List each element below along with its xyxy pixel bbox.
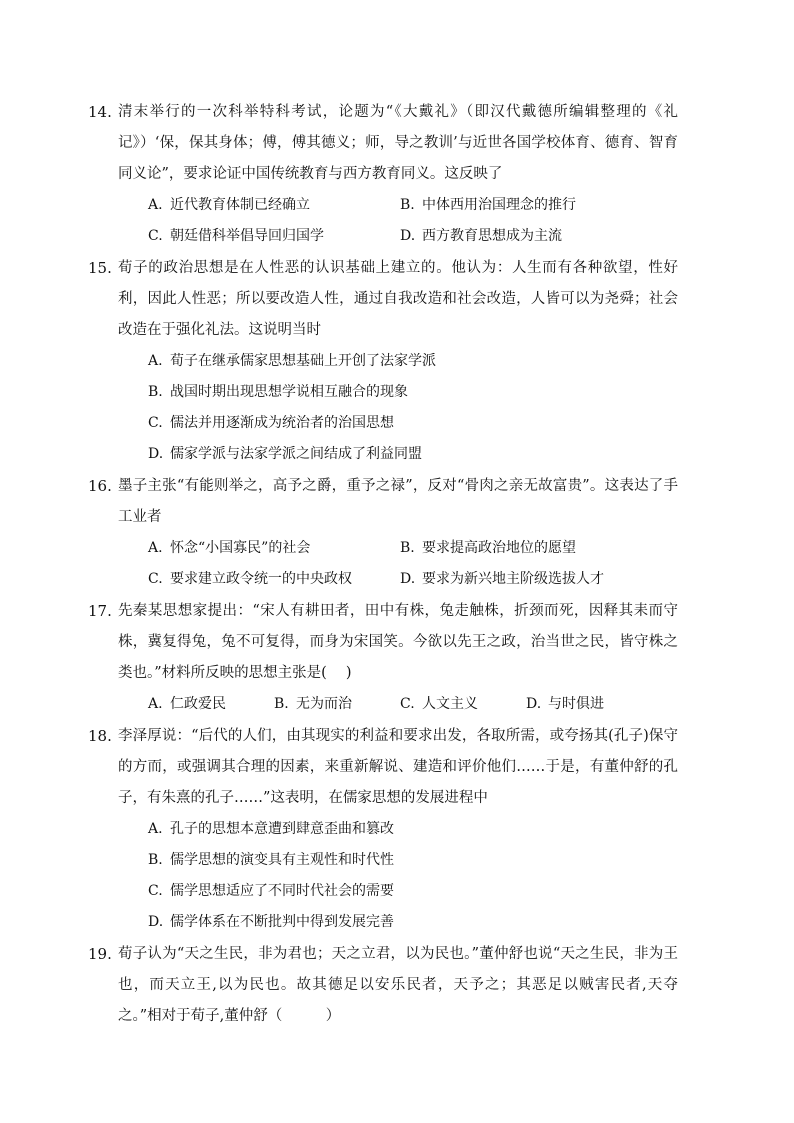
option-a[interactable]: A. 荀子在继承儒家思想基础上开创了法家学派 (148, 353, 436, 369)
question-number: 15. (88, 259, 112, 277)
option-b[interactable]: B. 中体西用治国理念的推行 (400, 197, 576, 213)
question-stem: 荀子认为“天之生民，非为君也；天之立君，以为民也。”董仲舒也说“天之生民，非为王也，而天立王,以为民也。故其德足以安乐民者，天予之；其恶足以贼害民者,天夺之。”相对于荀子,董仲舒（ ） (118, 946, 678, 1024)
option-d[interactable]: D. 儒家学派与法家学派之间结成了利益同盟 (148, 446, 422, 462)
question-number: 16. (88, 477, 112, 495)
question-19 (88, 939, 678, 1032)
option-d[interactable]: D. 要求为新兴地主阶级选拔人才 (400, 571, 604, 587)
question-17 (88, 596, 678, 720)
option-d[interactable]: D. 儒学体系在不断批判中得到发展完善 (148, 914, 394, 930)
option-a[interactable]: A. 仁政爱民 (148, 696, 226, 712)
question-stem: 清末举行的一次科举特科考试，论题为“《大戴礼》（即汉代戴德所编辑整理的《礼记》）‘保，保其身体；傅，傅其德义；师，导之教训’与近世各国学校体育、德育、智育同义论”，要求论证中国传统教育与西方教育同义。这反映了 (118, 104, 678, 182)
question-18 (88, 721, 678, 938)
question-15 (88, 253, 678, 470)
option-a[interactable]: A. 近代教育体制已经确立 (148, 197, 310, 213)
question-number: 19. (88, 945, 112, 963)
option-c[interactable]: C. 要求建立政令统一的中央政权 (148, 571, 352, 587)
question-stem: 先秦某思想家提出：“宋人有耕田者，田中有株，兔走触株，折颈而死，因释其耒而守株，冀复得兔，兔不可复得，而身为宋国笑。今欲以先王之政，治当世之民，皆守株之类也。”材料所反映的思想主张是( ) (118, 603, 678, 681)
options-row (118, 564, 678, 595)
option-c[interactable]: C. 儒法并用逐渐成为统治者的治国思想 (148, 415, 394, 431)
question-number: 14. (88, 103, 112, 121)
option-b[interactable]: B. 无为而治 (274, 696, 352, 712)
options-row (118, 190, 678, 221)
question-16 (88, 471, 678, 595)
option-b[interactable]: B. 战国时期出现思想学说相互融合的现象 (148, 384, 408, 400)
question-stem: 李泽厚说：“后代的人们，由其现实的利益和要求出发，各取所需，或夸扬其(孔子)保守的方而，或强调其合理的因素，来重新解说、建造和评价他们……于是，有董仲舒的孔子，有朱熹的孔子……”这表明，在儒家思想的发展进程中 (118, 728, 678, 806)
option-d[interactable]: D. 与时俱进 (526, 696, 604, 712)
question-stem: 荀子的政治思想是在人性恶的认识基础上建立的。他认为：人生而有各种欲望，性好利，因此人性恶；所以要改造人性，通过自我改造和社会改造，人皆可以为尧舜；社会改造在于强化礼法。这说明当时 (118, 260, 678, 338)
question-number: 18. (88, 727, 112, 745)
option-c[interactable]: C. 儒学思想适应了不同时代社会的需要 (148, 883, 394, 899)
option-c[interactable]: C. 人文主义 (400, 696, 478, 712)
options-row (118, 221, 678, 252)
option-d[interactable]: D. 西方教育思想成为主流 (400, 228, 562, 244)
option-a[interactable]: A. 怀念“小国寡民”的社会 (148, 540, 311, 556)
question-stem: 墨子主张“有能则举之，高予之爵，重予之禄”，反对“骨肉之亲无故富贵”。这表达了手工业者 (118, 478, 678, 525)
question-14 (88, 97, 678, 252)
options-row (118, 689, 678, 720)
option-c[interactable]: C. 朝廷借科举倡导回归国学 (148, 228, 324, 244)
option-b[interactable]: B. 儒学思想的演变具有主观性和时代性 (148, 852, 394, 868)
option-b[interactable]: B. 要求提高政治地位的愿望 (400, 540, 576, 556)
options-row (118, 533, 678, 564)
question-number: 17. (88, 602, 112, 620)
option-a[interactable]: A. 孔子的思想本意遭到肆意歪曲和篡改 (148, 821, 394, 837)
